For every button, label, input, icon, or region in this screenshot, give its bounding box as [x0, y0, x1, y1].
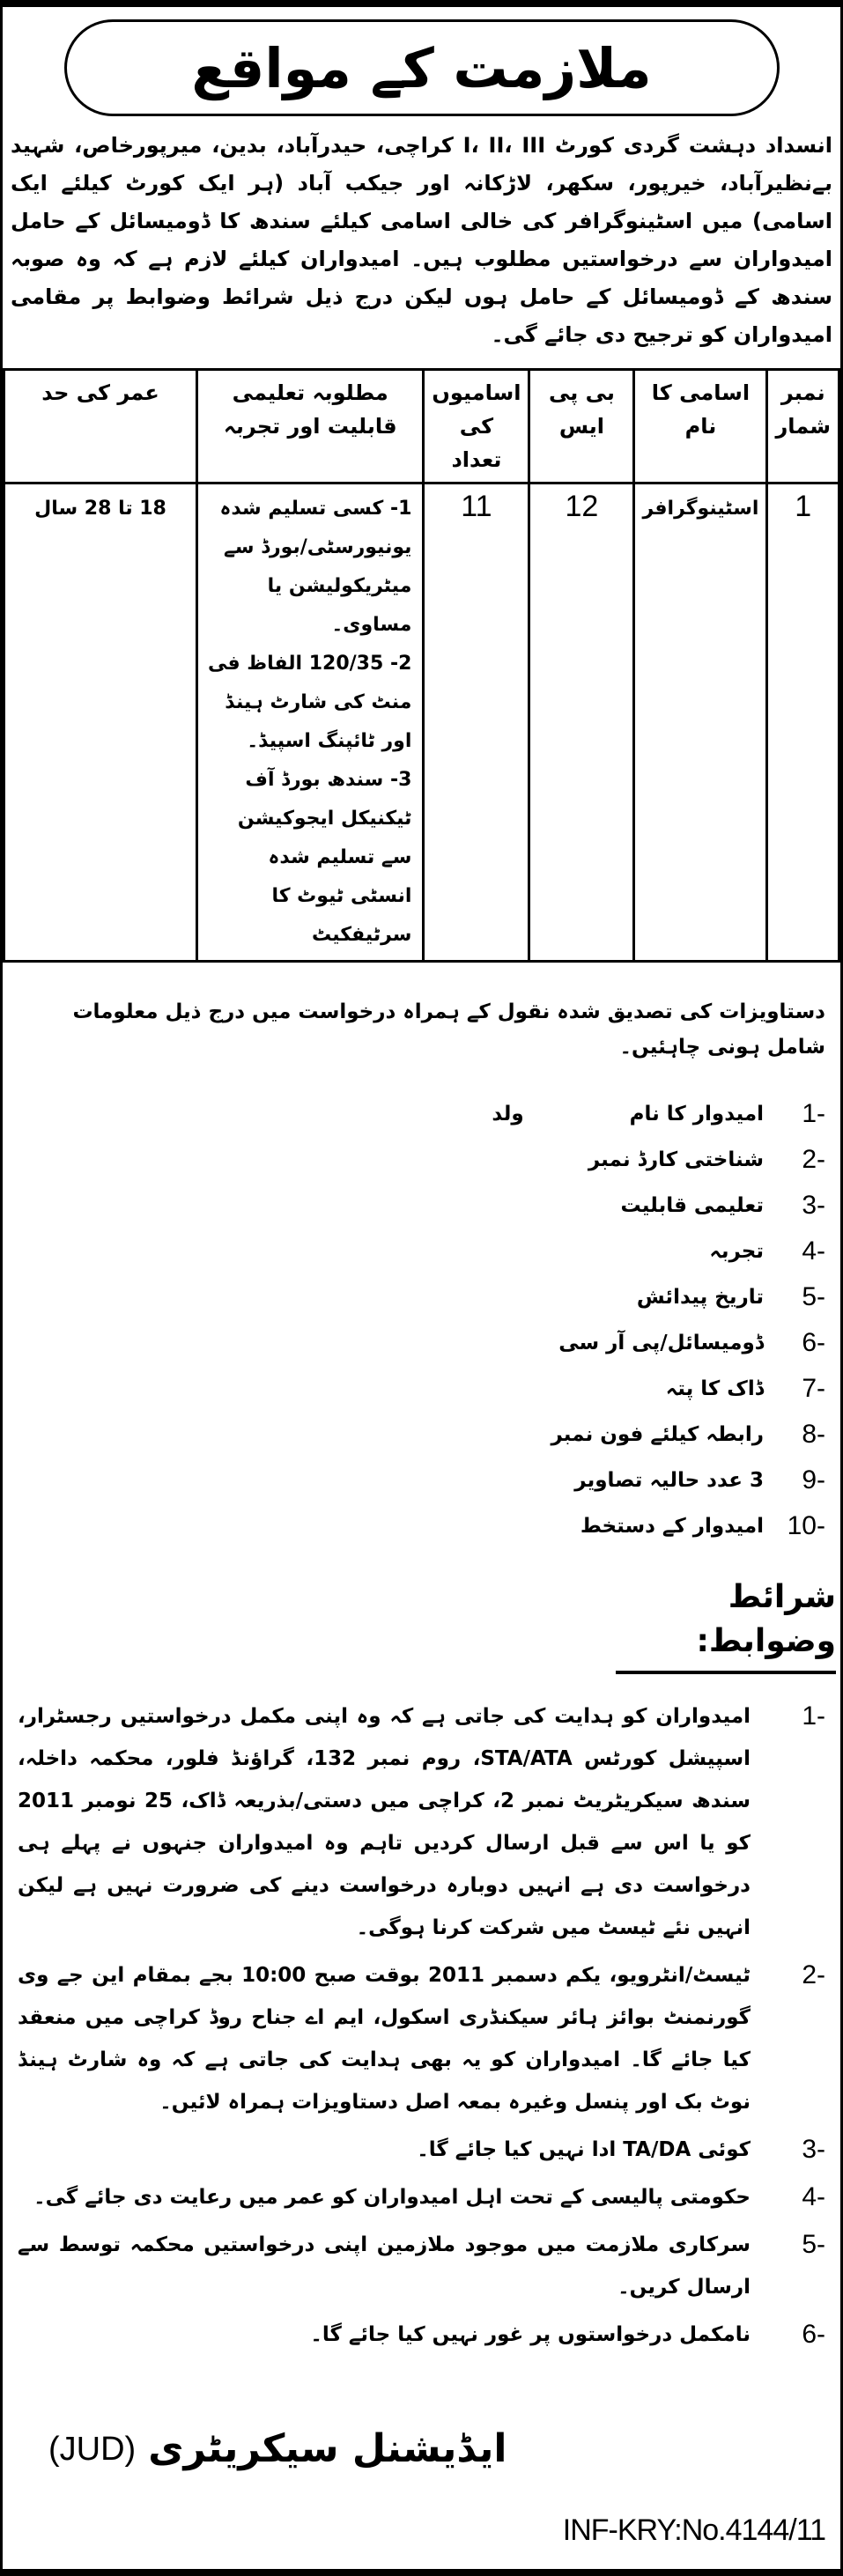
intro-paragraph: انسداد دہشت گردی کورٹ I، II، III کراچی، حیدرآباد، بدین، میرپورخاص، شہید بےنظیرآباد، خیرپور، سکھر، لاڑکانہ اور جیکب آباد (ہر ایک کورٹ کیلئے ایک اسامی) میں اسٹینوگرافر کی خالی اسامی کیلئے سندھ کا ڈومیسائل کے حامل امیدواران سے درخواستیں مطلوب ہیں۔ امیدواران کیلئے لازم ہے کہ وہ صوبہ سندھ کے ڈومیسائل کے حامل ہوں لیکن درج ذیل شرائط وضوابط پر مقامی امیدواران کو ترجیح دی جائے گی۔: [11, 133, 833, 347]
list-item: -9 3 عدد حالیہ تصاویر: [574, 1465, 825, 1495]
list-item: -2 ٹیسٹ/انٹرویو، یکم دسمبر 2011 بوقت صبح 10:00 بجے بمقام این جے وی گورنمنٹ بوائز ہائر سیکنڈری اسکول، ایم اے جناح روڈ کراچی میں منعقد کیا جائے گا۔ امیدواران کو یہ بھی ہدایت کی جاتی ہے کہ وہ شارٹ ہینڈ نوٹ بک اور پنسل وغیرہ بمعہ اصل دستاویزات ہمراہ لائیں۔: [18, 1960, 825, 2114]
documents-list: [18, 1091, 825, 1549]
table-header-row: [4, 370, 839, 483]
list-item: -4 تجربہ: [709, 1236, 825, 1266]
list-item: -6 ڈومیسائل/پی آر سی: [558, 1328, 825, 1357]
list-item: -5 سرکاری ملازمت میں موجود ملازمین اپنی درخواستیں محکمہ توسط سے ارسال کریں۔: [18, 2230, 825, 2299]
list-item: -3 تعلیمی قابلیت: [620, 1191, 825, 1220]
vacancy-table: [3, 368, 840, 963]
documents-intro: دستاویزات کی تصدیق شدہ نقول کے ہمراہ درخواست میں درج ذیل معلومات شامل ہونی چاہئیں۔: [72, 1000, 825, 1059]
qualification-item: 3- سندھ بورڈ آف ٹیکنیکل ایجوکیشن سے تسلیم شدہ انسٹی ٹیوٹ کا سرٹیفکیٹ: [237, 769, 412, 946]
col-header-serial: نمبر شمار: [767, 370, 839, 483]
cell-bps: 12: [529, 483, 634, 962]
list-item: -2 شناختی کارڈ نمبر: [588, 1145, 825, 1174]
qualification-item: 1- کسی تسلیم شدہ یونیورسٹی/بورڈ سے میٹریکولیشن یا مساوی۔: [219, 498, 412, 636]
list-item: -1 امیدوار کا نام ولد: [492, 1099, 825, 1128]
signature-dept: (JUD): [48, 2431, 137, 2468]
list-item: -4 حکومتی پالیسی کے تحت اہل امیدواران کو عمر میں رعایت دی جائے گی۔: [33, 2182, 825, 2211]
cell-serial: 1: [767, 483, 839, 962]
reference-number: INF-KRY:No.4144/11: [562, 2513, 825, 2547]
page-title: ملازمت کے مواقع: [191, 35, 652, 100]
cell-qualification: [197, 483, 424, 962]
list-item: -5 تاریخ پیدائش: [636, 1282, 825, 1311]
list-item: -10 امیدوار کے دستخط: [580, 1511, 825, 1540]
col-header-post: اسامی کا نام: [634, 370, 767, 483]
signature-block: [48, 2423, 507, 2476]
col-header-qualification: مطلوبہ تعلیمی قابلیت اور تجربہ: [197, 370, 424, 483]
terms-list: [18, 1695, 825, 2361]
cell-post: اسٹینوگرافر: [634, 483, 767, 962]
signature-name: ایڈیشنل سیکریٹری: [148, 2426, 507, 2471]
list-item: -7 ڈاک کا پتہ: [665, 1374, 825, 1403]
col-header-age: عمر کی حد: [4, 370, 197, 483]
cell-age: 18 تا 28 سال: [4, 483, 197, 962]
list-item: -8 رابطہ کیلئے فون نمبر: [551, 1420, 825, 1449]
list-item: -1 امیدواران کو ہدایت کی جاتی ہے کہ وہ اپنی مکمل درخواستیں رجسٹرار، اسپیشل کورٹس STA/ATA، روم نمبر 132، گراؤنڈ فلور، محکمہ داخلہ، سندھ سیکریٹریٹ نمبر 2، کراچی میں دستی/بذریعہ ڈاک، 25 نومبر 2011 کو یا اس سے قبل ارسال کردیں تاہم وہ امیدواران جنہوں نے پہلے ہی درخواست دی ہے انہیں دوبارہ درخواست دینے کی ضرورت نہیں ہے لیکن انہیں نئے ٹیسٹ میں شرکت کرنا ہوگی۔: [18, 1701, 825, 1939]
cell-count: 11: [424, 483, 529, 962]
title-banner: [64, 19, 780, 116]
qualification-item: 2- 120/35 الفاظ فی منٹ کی شارٹ ہینڈ اور ٹائپنگ اسپیڈ۔: [207, 653, 412, 752]
col-header-count: اسامیوں کی تعداد: [424, 370, 529, 483]
list-item: -6 نامکمل درخواستوں پر غور نہیں کیا جائے گا۔: [310, 2320, 825, 2349]
col-header-bps: بی پی ایس: [529, 370, 634, 483]
terms-heading: شرائط وضوابط:: [616, 1576, 836, 1674]
table-row: [4, 483, 839, 962]
list-item: -3 کوئی TA/DA ادا نہیں کیا جائے گا۔: [417, 2135, 825, 2164]
